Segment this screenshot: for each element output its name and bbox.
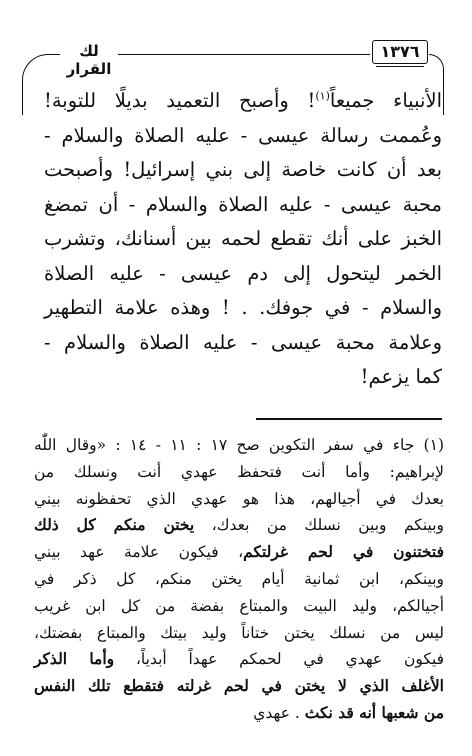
- footnote-text: بعدك في أجيالهم، هذا هو عهدي الذي تحفظونه بيني: [34, 489, 444, 508]
- running-book-title: لك القرار: [66, 42, 112, 78]
- main-line-6: الخمر ليتحول إلى دم عيسى - عليه الصلاة: [44, 261, 442, 285]
- footnote-line-11: [34, 700, 444, 727]
- footnote-bold-text: وأما الذكر: [34, 649, 115, 669]
- header-rule: [118, 54, 370, 55]
- footnote-bold-text: فتختنون في لحم غرلتكم: [243, 542, 444, 562]
- footnote-line-8: [34, 620, 444, 647]
- main-line-4: محبة عيسى - عليه الصلاة والسلام - أن تمضغ: [44, 192, 442, 216]
- footnote-text: وبينكم وبين نسلك من بعدك،: [194, 516, 444, 535]
- footnote-line-10: [34, 673, 444, 700]
- footnote-separator: [256, 418, 442, 420]
- footnote-line-7: [34, 593, 444, 620]
- footnote-bold-text: يختن منكم كل ذلك: [34, 515, 195, 535]
- footnote-line-1: [34, 432, 444, 459]
- footnote-bold-text: من شعبها أنه قد نكث: [304, 702, 444, 722]
- main-body-text: [44, 84, 442, 395]
- main-line-9: كما يزعم!: [360, 365, 442, 388]
- header-left-rule: [50, 54, 60, 55]
- main-line-1-end: ! وأصبح التعميد بديلًا للتوبة!: [44, 89, 316, 112]
- footnote-line-2: [34, 459, 444, 486]
- footnote-text: أجيالكم، وليد البيت والمبتاع بفضة من كل ابن غريب: [34, 596, 444, 615]
- main-line-7: والسلام - في جوفك. . ! وهذه علامة التطهير: [44, 296, 442, 319]
- footnote-text: (١) جاء في سفر التكوين صح ١٧ : ١١ - ١٤ : «وقال اللّٰه: [34, 436, 444, 454]
- footnote-line-4: [34, 512, 444, 539]
- footnote-text: لإبراهيم: وأما أنت فتحفظ عهدي أنت ونسلك من: [34, 462, 444, 481]
- main-line-2: وعُممت رسالة عيسى - عليه الصلاة والسلام -: [44, 123, 442, 147]
- page-header: [0, 36, 472, 76]
- footnote: [34, 432, 444, 727]
- footnote-line-6: [34, 566, 444, 593]
- footnote-line-3: [34, 486, 444, 513]
- footnote-text: وبينكم، ابن ثمانية أيام يختن منكم، كل ذكر في: [34, 569, 444, 588]
- footnote-text: فيكون عهدي في لحمكم عهداً أبدياً،: [114, 650, 444, 669]
- main-line-1: [44, 84, 442, 119]
- main-line-1-start: الأنبياء جميعاً: [329, 89, 443, 112]
- footnote-line-5: [34, 539, 444, 566]
- footnote-bold-text: الأغلف الذي لا يختن في لحم غرلته فتقطع تلك النفس: [34, 676, 444, 696]
- footnote-text: ليس من نسلك يختن ختاناً وليد بيتك والمبتاع بفضتك،: [34, 623, 444, 642]
- footnote-text: ، فيكون علامة عهد بيني: [34, 543, 244, 562]
- footnote-text: . عهدي: [253, 703, 305, 722]
- main-line-5: الخبز على أنك تقطع لحمه بين أسنانك، وتشرب: [44, 227, 442, 250]
- page-number-box: ١٣٧٦: [372, 40, 428, 64]
- footnote-reference[interactable]: (١): [315, 89, 330, 103]
- main-line-8: وعلامة محبة عيسى - عليه الصلاة والسلام -: [44, 330, 442, 354]
- footnote-line-9: [34, 646, 444, 673]
- main-line-3: بعد أن كانت خاصة إلى بني إسرائيل! وأصبحت: [44, 158, 442, 181]
